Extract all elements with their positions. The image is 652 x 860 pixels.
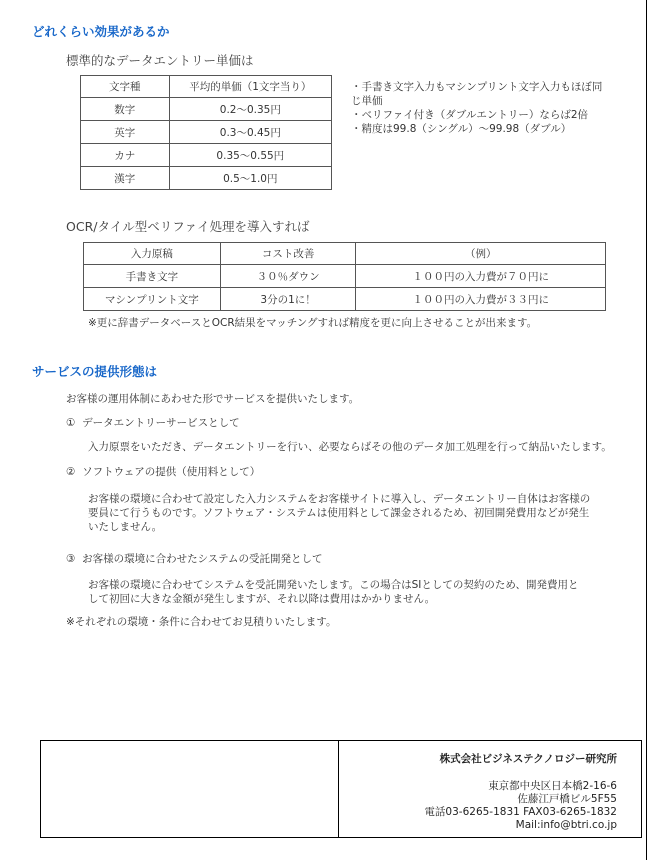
price-note-line: ・手書き文字入力もマシンプリント文字入力もほぼ同 [351, 81, 603, 93]
ocr-table-header: 入力原稿 [84, 243, 221, 265]
price-note-line: ・ベリファイ付き（ダブルエントリー）ならば2倍 [351, 109, 589, 121]
footer-address-line2: 佐藤江戸橋ビル5F55 [517, 793, 617, 805]
footer-mail: Mail:info@btri.co.jp [515, 819, 617, 831]
service-item-line: して初回に大きな金額が発生しますが、それ以降は費用はかかりません。 [88, 593, 436, 605]
service-item-line: お客様の環境に合わせて設定した入力システムをお客様サイトに導入し、データエントリー自体はお客様の [88, 493, 591, 505]
service-item-3-desc [88, 578, 628, 606]
ocr-table-cell: １００円の入力費が３３円に [356, 288, 606, 311]
price-table-header-price: 平均的単価（1文字当り） [169, 76, 331, 98]
footer-address [357, 780, 617, 832]
service-item-number: ① [66, 417, 76, 429]
service-item-line: 要員にて行うものです。ソフトウェア・システムは使用料として課金されるため、初回開発費用などが発生 [88, 507, 590, 519]
footer-phone: 電話03-6265-1831 FAX03-6265-1832 [424, 806, 617, 818]
footer-company: 株式会社ビジネステクノロジー研究所 [439, 753, 617, 765]
ocr-table-cell: ３０％ダウン [220, 265, 356, 288]
effect-heading: どれくらい効果があるか [32, 24, 170, 39]
service-item-2-desc [88, 492, 628, 534]
service-item-line: いたしません。 [88, 521, 163, 533]
service-item-line: お客様の環境に合わせてシステムを受託開発いたします。この場合はSIとしての契約のため、開発費用と [88, 579, 579, 591]
price-table-cell: 英字 [81, 121, 170, 144]
price-table-cell: 0.5〜1.0円 [169, 167, 331, 190]
price-table-cell: 数字 [81, 98, 170, 121]
price-table-cell: 0.35〜0.55円 [169, 144, 331, 167]
unit-price-heading: 標準的なデータエントリー単価は [66, 53, 254, 68]
ocr-table-cell: 手書き文字 [84, 265, 221, 288]
service-item-3-title [66, 552, 323, 566]
service-item-1-title [66, 416, 240, 430]
ocr-table [83, 242, 606, 311]
ocr-table-cell: 3分の1に！ [220, 288, 356, 311]
page-right-border [646, 0, 647, 860]
price-table [80, 75, 332, 190]
footer-box [40, 740, 642, 838]
price-table-cell: 0.3〜0.45円 [169, 121, 331, 144]
service-heading: サービスの提供形態は [32, 364, 158, 379]
ocr-heading: OCR/タイル型ベリファイ処理を導入すれば [66, 219, 310, 234]
ocr-table-cell: マシンプリント文字 [84, 288, 221, 311]
service-item-number: ② [66, 466, 76, 478]
price-note-line: じ単価 [351, 95, 383, 107]
ocr-table-cell: １００円の入力費が７０円に [356, 265, 606, 288]
price-notes [351, 80, 621, 136]
service-item-number: ③ [66, 553, 76, 565]
price-table-cell: カナ [81, 144, 170, 167]
service-item-title: データエントリーサービスとして [82, 417, 240, 429]
service-intro: お客様の運用体制にあわせた形でサービスを提供いたします。 [66, 393, 360, 405]
ocr-note: ※更に辞書データベースとOCR結果をマッチングすれば精度を更に向上させることが出来ます。 [88, 317, 538, 329]
service-closing: ※それぞれの環境・条件に合わせてお見積りいたします。 [66, 616, 337, 628]
service-item-title: お客様の環境に合わせたシステムの受託開発として [82, 553, 323, 565]
service-item-title: ソフトウェアの提供（使用料として） [82, 466, 261, 478]
footer-address-line1: 東京都中央区日本橋2-16-6 [488, 780, 617, 792]
price-note-line: ・精度は99.8（シングル）〜99.98（ダブル） [351, 123, 572, 135]
service-item-line: 入力原票をいただき、データエントリーを行い、必要ならばその他のデータ加工処理を行って納品いたします。 [88, 441, 612, 453]
price-table-header-type: 文字種 [81, 76, 170, 98]
service-item-1-desc [88, 440, 644, 454]
ocr-table-header: コスト改善 [220, 243, 356, 265]
ocr-table-header: （例） [356, 243, 606, 265]
price-table-cell: 漢字 [81, 167, 170, 190]
price-table-cell: 0.2〜0.35円 [169, 98, 331, 121]
footer-divider [338, 741, 339, 837]
service-item-2-title [66, 465, 260, 479]
